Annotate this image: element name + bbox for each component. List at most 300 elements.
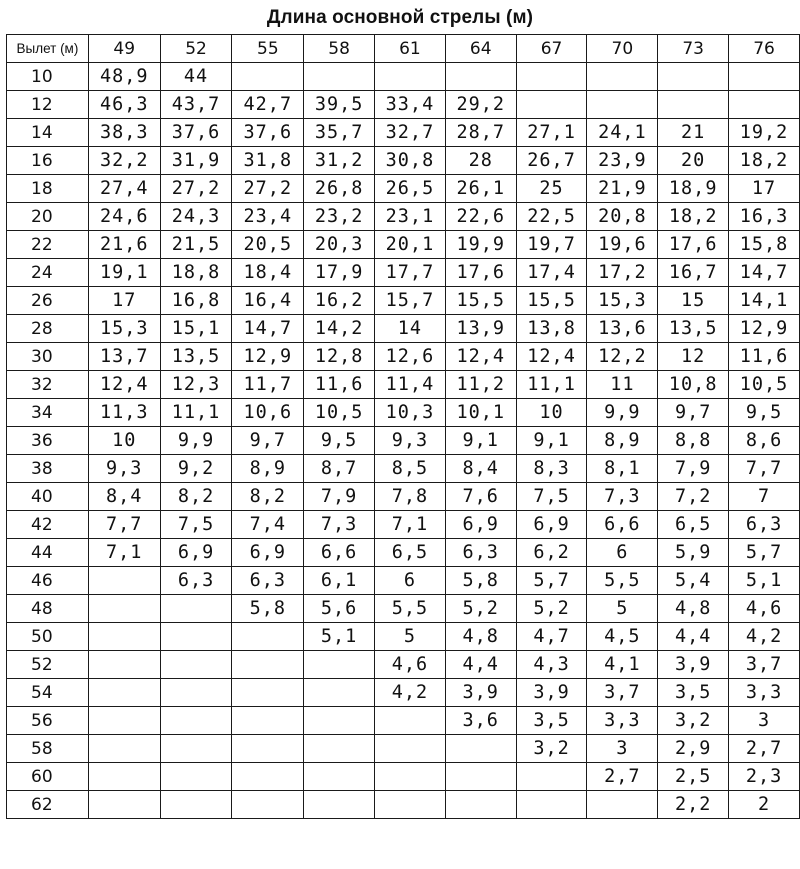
capacity-cell: 21 bbox=[658, 119, 729, 147]
capacity-cell: 7,8 bbox=[375, 483, 446, 511]
capacity-cell: 12,4 bbox=[445, 343, 516, 371]
capacity-cell: 6,3 bbox=[729, 511, 800, 539]
capacity-cell: 13,8 bbox=[516, 315, 587, 343]
capacity-cell bbox=[160, 763, 232, 791]
capacity-cell bbox=[88, 679, 160, 707]
capacity-cell bbox=[516, 791, 587, 819]
capacity-cell: 7,7 bbox=[88, 511, 160, 539]
capacity-cell: 6 bbox=[587, 539, 658, 567]
capacity-cell: 9,7 bbox=[232, 427, 304, 455]
table-row bbox=[7, 91, 800, 119]
capacity-cell: 27,1 bbox=[516, 119, 587, 147]
capacity-cell: 14,2 bbox=[304, 315, 375, 343]
column-header-boom-length: 58 bbox=[304, 35, 375, 63]
capacity-cell bbox=[375, 707, 446, 735]
capacity-cell: 9,1 bbox=[516, 427, 587, 455]
capacity-cell: 3,9 bbox=[516, 679, 587, 707]
capacity-cell: 26,1 bbox=[445, 175, 516, 203]
capacity-cell bbox=[304, 791, 375, 819]
capacity-cell: 21,6 bbox=[88, 231, 160, 259]
capacity-cell: 9,3 bbox=[375, 427, 446, 455]
capacity-cell: 7,5 bbox=[516, 483, 587, 511]
capacity-cell: 13,6 bbox=[587, 315, 658, 343]
table-row bbox=[7, 707, 800, 735]
capacity-cell bbox=[375, 791, 446, 819]
capacity-cell bbox=[304, 679, 375, 707]
capacity-cell: 11,2 bbox=[445, 371, 516, 399]
capacity-cell: 15 bbox=[658, 287, 729, 315]
capacity-cell: 5,7 bbox=[729, 539, 800, 567]
capacity-cell bbox=[729, 63, 800, 91]
capacity-cell: 23,4 bbox=[232, 203, 304, 231]
capacity-cell: 17 bbox=[88, 287, 160, 315]
table-title bbox=[0, 6, 800, 30]
capacity-cell: 12,6 bbox=[375, 343, 446, 371]
capacity-cell bbox=[160, 623, 232, 651]
table-body bbox=[7, 63, 800, 819]
row-header-radius: 36 bbox=[7, 427, 89, 455]
capacity-cell: 2,7 bbox=[729, 735, 800, 763]
row-header-radius: 18 bbox=[7, 175, 89, 203]
column-header-boom-length: 55 bbox=[232, 35, 304, 63]
capacity-cell bbox=[304, 763, 375, 791]
row-header-radius: 30 bbox=[7, 343, 89, 371]
capacity-cell: 16,4 bbox=[232, 287, 304, 315]
row-header-radius: 56 bbox=[7, 707, 89, 735]
table-row bbox=[7, 735, 800, 763]
capacity-cell: 15,8 bbox=[729, 231, 800, 259]
table-row bbox=[7, 595, 800, 623]
capacity-cell bbox=[658, 63, 729, 91]
table-row bbox=[7, 203, 800, 231]
capacity-cell: 27,2 bbox=[232, 175, 304, 203]
capacity-cell: 12,2 bbox=[587, 343, 658, 371]
capacity-cell: 3 bbox=[587, 735, 658, 763]
capacity-cell: 7 bbox=[729, 483, 800, 511]
capacity-cell: 8,2 bbox=[232, 483, 304, 511]
capacity-cell bbox=[88, 707, 160, 735]
capacity-cell: 6,6 bbox=[304, 539, 375, 567]
capacity-cell: 18,8 bbox=[160, 259, 232, 287]
capacity-cell: 4,2 bbox=[375, 679, 446, 707]
capacity-cell bbox=[232, 679, 304, 707]
table-row bbox=[7, 539, 800, 567]
capacity-cell: 3,2 bbox=[658, 707, 729, 735]
capacity-cell: 12,9 bbox=[232, 343, 304, 371]
capacity-cell: 32,7 bbox=[375, 119, 446, 147]
capacity-cell: 28,7 bbox=[445, 119, 516, 147]
capacity-cell: 5,6 bbox=[304, 595, 375, 623]
capacity-cell: 4,8 bbox=[445, 623, 516, 651]
row-header-radius: 50 bbox=[7, 623, 89, 651]
capacity-cell: 18,2 bbox=[658, 203, 729, 231]
capacity-cell: 4,3 bbox=[516, 651, 587, 679]
capacity-cell: 13,9 bbox=[445, 315, 516, 343]
capacity-cell: 5,4 bbox=[658, 567, 729, 595]
capacity-cell: 8,8 bbox=[658, 427, 729, 455]
row-header-radius: 58 bbox=[7, 735, 89, 763]
table-row bbox=[7, 315, 800, 343]
table-row bbox=[7, 371, 800, 399]
capacity-cell: 4,6 bbox=[729, 595, 800, 623]
capacity-cell: 15,3 bbox=[88, 315, 160, 343]
capacity-cell bbox=[232, 63, 304, 91]
capacity-cell: 5,9 bbox=[658, 539, 729, 567]
capacity-cell: 46,3 bbox=[88, 91, 160, 119]
column-header-boom-length: 61 bbox=[375, 35, 446, 63]
capacity-cell: 6,9 bbox=[232, 539, 304, 567]
capacity-cell: 6,9 bbox=[516, 511, 587, 539]
capacity-cell bbox=[516, 763, 587, 791]
capacity-cell: 4,7 bbox=[516, 623, 587, 651]
capacity-cell: 2,3 bbox=[729, 763, 800, 791]
capacity-cell bbox=[375, 763, 446, 791]
capacity-cell bbox=[88, 651, 160, 679]
capacity-cell bbox=[516, 63, 587, 91]
row-header-radius: 54 bbox=[7, 679, 89, 707]
capacity-cell: 4,4 bbox=[658, 623, 729, 651]
capacity-cell: 8,4 bbox=[445, 455, 516, 483]
capacity-cell: 7,2 bbox=[658, 483, 729, 511]
capacity-cell: 20,5 bbox=[232, 231, 304, 259]
capacity-cell: 7,1 bbox=[88, 539, 160, 567]
capacity-cell: 5,5 bbox=[375, 595, 446, 623]
capacity-cell: 7,9 bbox=[304, 483, 375, 511]
capacity-cell bbox=[232, 735, 304, 763]
capacity-cell: 11,1 bbox=[160, 399, 232, 427]
capacity-cell: 11,6 bbox=[304, 371, 375, 399]
capacity-cell: 3,9 bbox=[445, 679, 516, 707]
capacity-cell: 8,3 bbox=[516, 455, 587, 483]
capacity-cell: 18,9 bbox=[658, 175, 729, 203]
capacity-cell bbox=[232, 623, 304, 651]
row-header-radius: 20 bbox=[7, 203, 89, 231]
capacity-cell: 3,7 bbox=[587, 679, 658, 707]
table-row bbox=[7, 175, 800, 203]
capacity-cell: 12,8 bbox=[304, 343, 375, 371]
table-row bbox=[7, 259, 800, 287]
table-row bbox=[7, 399, 800, 427]
capacity-cell: 5,8 bbox=[445, 567, 516, 595]
capacity-cell: 11,7 bbox=[232, 371, 304, 399]
capacity-cell: 19,2 bbox=[729, 119, 800, 147]
capacity-cell: 10,6 bbox=[232, 399, 304, 427]
column-header-boom-length: 67 bbox=[516, 35, 587, 63]
capacity-cell: 14 bbox=[375, 315, 446, 343]
capacity-cell: 19,9 bbox=[445, 231, 516, 259]
capacity-cell bbox=[232, 791, 304, 819]
capacity-cell: 9,7 bbox=[658, 399, 729, 427]
capacity-cell: 13,7 bbox=[88, 343, 160, 371]
row-header-radius: 62 bbox=[7, 791, 89, 819]
capacity-cell: 2,7 bbox=[587, 763, 658, 791]
row-header-radius: 38 bbox=[7, 455, 89, 483]
capacity-cell: 21,5 bbox=[160, 231, 232, 259]
capacity-cell: 19,6 bbox=[587, 231, 658, 259]
capacity-cell: 3,3 bbox=[587, 707, 658, 735]
capacity-cell bbox=[304, 707, 375, 735]
capacity-cell bbox=[375, 63, 446, 91]
table-row bbox=[7, 147, 800, 175]
capacity-cell: 7,6 bbox=[445, 483, 516, 511]
capacity-cell: 3,2 bbox=[516, 735, 587, 763]
capacity-cell: 9,3 bbox=[88, 455, 160, 483]
table-title-text: Длина основной стрелы (м) bbox=[266, 7, 534, 28]
row-header-radius: 14 bbox=[7, 119, 89, 147]
capacity-cell: 23,1 bbox=[375, 203, 446, 231]
capacity-cell: 17,9 bbox=[304, 259, 375, 287]
capacity-cell: 3,6 bbox=[445, 707, 516, 735]
capacity-cell bbox=[88, 567, 160, 595]
capacity-cell: 10 bbox=[88, 427, 160, 455]
capacity-cell: 14,7 bbox=[232, 315, 304, 343]
table-row bbox=[7, 567, 800, 595]
capacity-cell: 27,4 bbox=[88, 175, 160, 203]
capacity-cell: 13,5 bbox=[160, 343, 232, 371]
row-header-radius: 60 bbox=[7, 763, 89, 791]
capacity-cell: 30,8 bbox=[375, 147, 446, 175]
capacity-cell: 29,2 bbox=[445, 91, 516, 119]
capacity-cell: 6,3 bbox=[445, 539, 516, 567]
capacity-cell: 18,2 bbox=[729, 147, 800, 175]
capacity-cell: 5,5 bbox=[587, 567, 658, 595]
row-header-radius: 22 bbox=[7, 231, 89, 259]
capacity-cell: 23,2 bbox=[304, 203, 375, 231]
capacity-cell bbox=[88, 735, 160, 763]
capacity-cell: 19,7 bbox=[516, 231, 587, 259]
capacity-cell: 15,5 bbox=[445, 287, 516, 315]
table-row bbox=[7, 791, 800, 819]
table-header bbox=[7, 35, 800, 63]
capacity-cell: 24,1 bbox=[587, 119, 658, 147]
capacity-cell: 11,3 bbox=[88, 399, 160, 427]
capacity-cell bbox=[445, 791, 516, 819]
capacity-cell bbox=[587, 91, 658, 119]
table-row bbox=[7, 231, 800, 259]
capacity-cell bbox=[304, 735, 375, 763]
capacity-cell: 4,8 bbox=[658, 595, 729, 623]
table-row bbox=[7, 511, 800, 539]
capacity-cell: 8,9 bbox=[587, 427, 658, 455]
capacity-cell: 17,7 bbox=[375, 259, 446, 287]
capacity-cell bbox=[375, 735, 446, 763]
capacity-cell: 27,2 bbox=[160, 175, 232, 203]
capacity-cell: 6,3 bbox=[232, 567, 304, 595]
capacity-cell: 10,1 bbox=[445, 399, 516, 427]
capacity-cell bbox=[88, 595, 160, 623]
capacity-cell: 42,7 bbox=[232, 91, 304, 119]
capacity-cell: 44 bbox=[160, 63, 232, 91]
capacity-cell: 12,9 bbox=[729, 315, 800, 343]
capacity-cell bbox=[232, 651, 304, 679]
capacity-cell: 11,4 bbox=[375, 371, 446, 399]
capacity-cell: 2,2 bbox=[658, 791, 729, 819]
capacity-cell: 24,6 bbox=[88, 203, 160, 231]
capacity-cell: 9,2 bbox=[160, 455, 232, 483]
capacity-cell: 15,5 bbox=[516, 287, 587, 315]
capacity-cell: 3,9 bbox=[658, 651, 729, 679]
capacity-cell: 12 bbox=[658, 343, 729, 371]
capacity-cell: 7,1 bbox=[375, 511, 446, 539]
row-header-radius: 34 bbox=[7, 399, 89, 427]
capacity-cell: 22,5 bbox=[516, 203, 587, 231]
capacity-cell: 10,5 bbox=[304, 399, 375, 427]
capacity-cell: 14,7 bbox=[729, 259, 800, 287]
capacity-cell: 6,9 bbox=[160, 539, 232, 567]
capacity-cell: 38,3 bbox=[88, 119, 160, 147]
row-header-radius: 10 bbox=[7, 63, 89, 91]
table-row bbox=[7, 427, 800, 455]
capacity-cell: 6,2 bbox=[516, 539, 587, 567]
capacity-cell: 17,4 bbox=[516, 259, 587, 287]
table-row bbox=[7, 343, 800, 371]
capacity-cell bbox=[160, 735, 232, 763]
capacity-cell: 19,1 bbox=[88, 259, 160, 287]
capacity-cell bbox=[516, 91, 587, 119]
capacity-cell bbox=[160, 707, 232, 735]
capacity-cell: 14,1 bbox=[729, 287, 800, 315]
capacity-cell: 17,6 bbox=[445, 259, 516, 287]
capacity-cell: 6,5 bbox=[658, 511, 729, 539]
capacity-cell: 11 bbox=[587, 371, 658, 399]
capacity-cell bbox=[445, 735, 516, 763]
capacity-cell bbox=[445, 763, 516, 791]
capacity-cell: 15,3 bbox=[587, 287, 658, 315]
capacity-cell: 8,1 bbox=[587, 455, 658, 483]
capacity-cell: 10,8 bbox=[658, 371, 729, 399]
capacity-cell: 48,9 bbox=[88, 63, 160, 91]
capacity-cell: 13,5 bbox=[658, 315, 729, 343]
capacity-cell: 5,1 bbox=[729, 567, 800, 595]
capacity-cell: 15,1 bbox=[160, 315, 232, 343]
capacity-cell: 2,9 bbox=[658, 735, 729, 763]
capacity-cell: 33,4 bbox=[375, 91, 446, 119]
column-header-boom-length: 52 bbox=[160, 35, 232, 63]
capacity-cell: 6,3 bbox=[160, 567, 232, 595]
capacity-cell: 31,9 bbox=[160, 147, 232, 175]
capacity-cell: 3 bbox=[729, 707, 800, 735]
capacity-cell bbox=[304, 651, 375, 679]
capacity-cell: 23,9 bbox=[587, 147, 658, 175]
capacity-cell: 31,8 bbox=[232, 147, 304, 175]
row-header-radius: 16 bbox=[7, 147, 89, 175]
row-header-radius: 42 bbox=[7, 511, 89, 539]
capacity-cell: 9,9 bbox=[160, 427, 232, 455]
capacity-cell: 26,7 bbox=[516, 147, 587, 175]
capacity-cell: 7,7 bbox=[729, 455, 800, 483]
capacity-cell: 16,7 bbox=[658, 259, 729, 287]
capacity-cell: 35,7 bbox=[304, 119, 375, 147]
capacity-cell: 8,7 bbox=[304, 455, 375, 483]
capacity-cell: 8,6 bbox=[729, 427, 800, 455]
capacity-cell bbox=[729, 91, 800, 119]
table-row bbox=[7, 287, 800, 315]
row-header-radius: 12 bbox=[7, 91, 89, 119]
capacity-cell: 20 bbox=[658, 147, 729, 175]
capacity-cell: 5 bbox=[587, 595, 658, 623]
capacity-cell: 9,5 bbox=[304, 427, 375, 455]
column-header-boom-length: 49 bbox=[88, 35, 160, 63]
table-row bbox=[7, 651, 800, 679]
capacity-cell: 17 bbox=[729, 175, 800, 203]
capacity-cell: 5 bbox=[375, 623, 446, 651]
capacity-cell bbox=[160, 595, 232, 623]
capacity-cell bbox=[232, 707, 304, 735]
capacity-cell: 5,8 bbox=[232, 595, 304, 623]
table-row bbox=[7, 763, 800, 791]
capacity-cell: 6,9 bbox=[445, 511, 516, 539]
capacity-cell: 16,2 bbox=[304, 287, 375, 315]
capacity-cell: 3,7 bbox=[729, 651, 800, 679]
capacity-cell: 6,1 bbox=[304, 567, 375, 595]
capacity-cell: 2 bbox=[729, 791, 800, 819]
capacity-cell bbox=[88, 791, 160, 819]
capacity-cell: 3,3 bbox=[729, 679, 800, 707]
capacity-cell: 15,7 bbox=[375, 287, 446, 315]
column-header-boom-length: 76 bbox=[729, 35, 800, 63]
capacity-cell: 20,8 bbox=[587, 203, 658, 231]
capacity-cell: 31,2 bbox=[304, 147, 375, 175]
capacity-cell: 28 bbox=[445, 147, 516, 175]
capacity-cell: 17,2 bbox=[587, 259, 658, 287]
capacity-cell: 9,9 bbox=[587, 399, 658, 427]
capacity-cell: 4,6 bbox=[375, 651, 446, 679]
capacity-cell: 7,3 bbox=[304, 511, 375, 539]
load-chart-table bbox=[6, 34, 800, 819]
column-header-boom-length: 70 bbox=[587, 35, 658, 63]
capacity-cell bbox=[160, 791, 232, 819]
capacity-cell: 8,4 bbox=[88, 483, 160, 511]
capacity-cell: 20,3 bbox=[304, 231, 375, 259]
capacity-cell bbox=[658, 91, 729, 119]
capacity-cell bbox=[88, 623, 160, 651]
corner-header-radius: Вылет (м) bbox=[7, 35, 89, 63]
capacity-cell bbox=[445, 63, 516, 91]
capacity-cell bbox=[232, 763, 304, 791]
column-header-boom-length: 73 bbox=[658, 35, 729, 63]
capacity-cell: 18,4 bbox=[232, 259, 304, 287]
capacity-cell: 5,2 bbox=[445, 595, 516, 623]
row-header-radius: 24 bbox=[7, 259, 89, 287]
capacity-cell: 43,7 bbox=[160, 91, 232, 119]
capacity-cell bbox=[160, 651, 232, 679]
capacity-cell: 7,5 bbox=[160, 511, 232, 539]
capacity-cell: 5,1 bbox=[304, 623, 375, 651]
table-row bbox=[7, 483, 800, 511]
capacity-cell: 5,7 bbox=[516, 567, 587, 595]
row-header-radius: 28 bbox=[7, 315, 89, 343]
capacity-cell: 3,5 bbox=[516, 707, 587, 735]
capacity-cell bbox=[88, 763, 160, 791]
row-header-radius: 26 bbox=[7, 287, 89, 315]
capacity-cell: 21,9 bbox=[587, 175, 658, 203]
capacity-cell: 12,4 bbox=[88, 371, 160, 399]
capacity-cell: 12,4 bbox=[516, 343, 587, 371]
capacity-cell: 37,6 bbox=[160, 119, 232, 147]
capacity-cell: 16,3 bbox=[729, 203, 800, 231]
capacity-cell: 6 bbox=[375, 567, 446, 595]
capacity-cell: 8,2 bbox=[160, 483, 232, 511]
capacity-cell: 9,5 bbox=[729, 399, 800, 427]
row-header-radius: 32 bbox=[7, 371, 89, 399]
capacity-cell: 7,9 bbox=[658, 455, 729, 483]
capacity-cell bbox=[587, 63, 658, 91]
capacity-cell: 16,8 bbox=[160, 287, 232, 315]
row-header-radius: 48 bbox=[7, 595, 89, 623]
table-row bbox=[7, 63, 800, 91]
capacity-cell: 4,2 bbox=[729, 623, 800, 651]
capacity-cell: 39,5 bbox=[304, 91, 375, 119]
